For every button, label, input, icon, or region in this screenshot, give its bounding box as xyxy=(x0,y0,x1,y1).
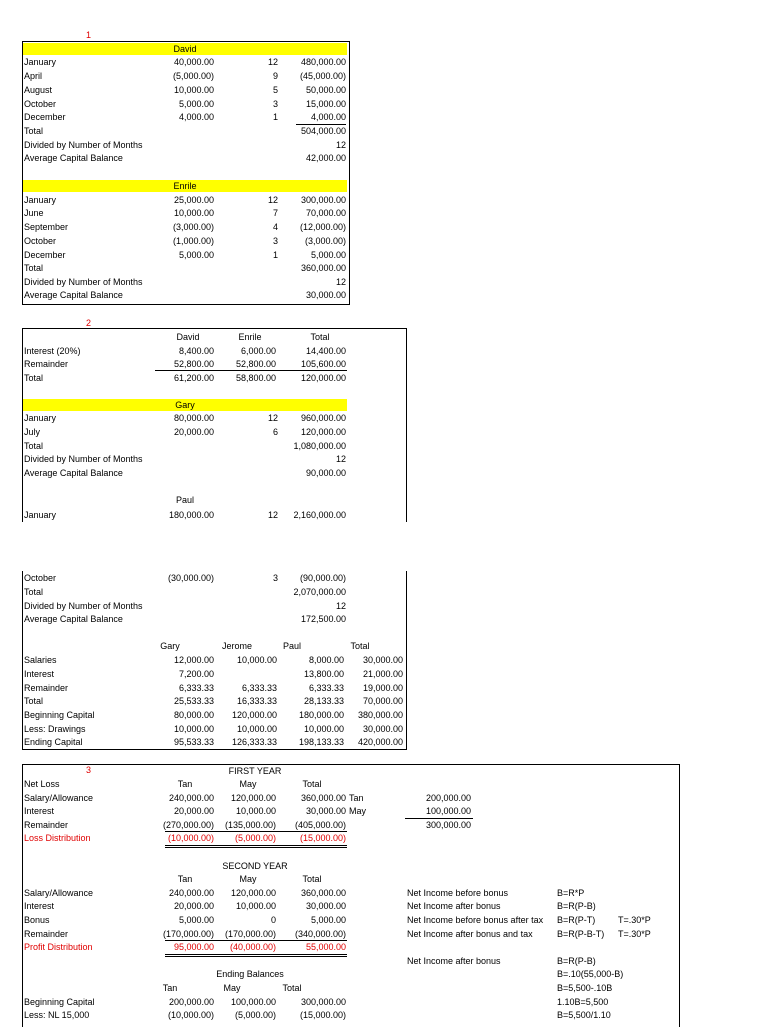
enrile-header: Enrile xyxy=(173,181,197,191)
divided-label: Divided by Number of Months xyxy=(24,140,143,150)
calc-label: Net Income after bonus xyxy=(407,956,501,966)
col-gary: Gary xyxy=(160,641,180,651)
row-amount: 4,000.00 xyxy=(178,112,214,122)
tax-formula: T=.30*P xyxy=(618,915,651,925)
row-label: December xyxy=(24,112,66,122)
cell: 198,133.33 xyxy=(298,737,344,747)
formula: B=R(P-T) xyxy=(557,915,596,925)
row-label: Salaries xyxy=(24,655,57,665)
formula-label: Net Income before bonus xyxy=(407,888,509,898)
col-tan: Tan xyxy=(177,874,193,884)
total-label: Total xyxy=(24,587,44,597)
row-total: (45,000.00) xyxy=(299,71,346,81)
cell: 120,000.00 xyxy=(300,373,346,383)
cell: 200,000.00 xyxy=(168,997,214,1007)
row-label: Interest xyxy=(24,901,55,911)
cell: (40,000.00) xyxy=(229,942,276,952)
row-months: 3 xyxy=(272,99,278,109)
row-amount: 20,000.00 xyxy=(173,427,214,437)
row-label: Remainder xyxy=(24,359,69,369)
cell: 120,000.00 xyxy=(230,793,276,803)
row-months: 12 xyxy=(267,195,278,205)
cell: (170,000.00) xyxy=(162,929,214,939)
cell: 13,800.00 xyxy=(303,669,344,679)
col-paul: Paul xyxy=(282,641,301,651)
row-amount: 5,000.00 xyxy=(178,250,214,260)
cell: 8,400.00 xyxy=(178,346,214,356)
david-header: David xyxy=(173,44,197,54)
row-label: January xyxy=(24,510,57,520)
row-label: October xyxy=(24,99,57,109)
formula-label: Net Income after bonus xyxy=(407,901,501,911)
cell: 0 xyxy=(270,915,276,925)
average-label: Average Capital Balance xyxy=(24,614,123,624)
double-underline xyxy=(165,956,347,957)
cell: (5,000.00) xyxy=(234,1010,276,1020)
col-david: David xyxy=(176,332,200,342)
cell: (405,000.00) xyxy=(294,820,346,830)
row-label: August xyxy=(24,85,53,95)
row-label: Salary/Allowance xyxy=(24,888,94,898)
cell: 12,000.00 xyxy=(173,655,214,665)
underline xyxy=(296,124,346,125)
col-tan: Tan xyxy=(177,779,193,789)
cell: 420,000.00 xyxy=(357,737,403,747)
row-months: 1 xyxy=(272,112,278,122)
calc-step: B=5,500/1.10 xyxy=(557,1010,611,1020)
row-months: 12 xyxy=(267,510,278,520)
row-label: Salary/Allowance xyxy=(24,793,94,803)
cell: 55,000.00 xyxy=(305,942,346,952)
side-value: 200,000.00 xyxy=(425,793,471,803)
underline xyxy=(165,831,347,832)
row-label: January xyxy=(24,57,57,67)
row-label: June xyxy=(24,208,44,218)
row-label: Beginning Capital xyxy=(24,710,95,720)
cell: 30,000.00 xyxy=(362,655,403,665)
row-total: 960,000.00 xyxy=(300,413,346,423)
cell: 19,000.00 xyxy=(362,683,403,693)
row-label: January xyxy=(24,413,57,423)
row-months: 3 xyxy=(272,236,278,246)
row-label: September xyxy=(24,222,69,232)
row-amount: (3,000.00) xyxy=(172,222,214,232)
first-year-title: FIRST YEAR xyxy=(228,766,282,776)
double-underline xyxy=(165,954,347,955)
row-label: Interest (20%) xyxy=(24,346,81,356)
cell: 95,000.00 xyxy=(173,942,214,952)
cell: 180,000.00 xyxy=(298,710,344,720)
underline xyxy=(165,940,347,941)
cell: 58,800.00 xyxy=(235,373,276,383)
total-label: Total xyxy=(24,126,44,136)
row-total: 50,000.00 xyxy=(305,85,346,95)
cell: 30,000.00 xyxy=(305,901,346,911)
row-label: Beginning Capital xyxy=(24,997,95,1007)
divided-value: 12 xyxy=(335,277,346,287)
row-total: 2,160,000.00 xyxy=(293,510,346,520)
section-2-frame xyxy=(22,328,407,522)
cell: 6,333.33 xyxy=(308,683,344,693)
total-value: 504,000.00 xyxy=(300,126,346,136)
section-3-number: 3 xyxy=(86,765,92,775)
paul-header: Paul xyxy=(175,495,194,505)
cell: 300,000.00 xyxy=(300,997,346,1007)
col-may: May xyxy=(239,779,257,789)
row-label: Remainder xyxy=(24,929,69,939)
row-label: January xyxy=(24,195,57,205)
divided-label: Divided by Number of Months xyxy=(24,454,143,464)
cell: 20,000.00 xyxy=(173,806,214,816)
cell: 6,333.33 xyxy=(178,683,214,693)
col-may: May xyxy=(239,874,257,884)
side-name: Tan xyxy=(349,793,364,803)
cell: (170,000.00) xyxy=(224,929,276,939)
average-value: 42,000.00 xyxy=(305,153,346,163)
cell: 30,000.00 xyxy=(305,806,346,816)
cell: 52,800.00 xyxy=(235,359,276,369)
calc-step: B=.10(55,000-B) xyxy=(557,969,624,979)
cell: 10,000.00 xyxy=(303,724,344,734)
col-total: Total xyxy=(350,641,370,651)
row-label: Bonus xyxy=(24,915,50,925)
cell: (135,000.00) xyxy=(224,820,276,830)
average-label: Average Capital Balance xyxy=(24,468,123,478)
cell: 52,800.00 xyxy=(173,359,214,369)
cell: (10,000.00) xyxy=(167,1010,214,1020)
row-months: 4 xyxy=(272,222,278,232)
col-total: Total xyxy=(282,983,302,993)
row-label: Interest xyxy=(24,669,55,679)
cell: 240,000.00 xyxy=(168,888,214,898)
total-label: Total xyxy=(24,263,44,273)
row-total: (3,000.00) xyxy=(304,236,346,246)
tax-formula: T=.30*P xyxy=(618,929,651,939)
calc-step: B=R(P-B) xyxy=(557,956,596,966)
average-value: 30,000.00 xyxy=(305,290,346,300)
row-months: 7 xyxy=(272,208,278,218)
formula-label: Net Income before bonus after tax xyxy=(407,915,544,925)
divided-value: 12 xyxy=(335,601,346,611)
row-months: 12 xyxy=(267,57,278,67)
underline xyxy=(405,818,473,819)
cell: 120,000.00 xyxy=(230,888,276,898)
side-value: 100,000.00 xyxy=(425,806,471,816)
second-year-title: SECOND YEAR xyxy=(222,861,288,871)
divided-label: Divided by Number of Months xyxy=(24,277,143,287)
cell: (10,000.00) xyxy=(167,833,214,843)
row-label: October xyxy=(24,573,57,583)
row-months: 9 xyxy=(272,71,278,81)
row-months: 3 xyxy=(272,573,278,583)
cell: 80,000.00 xyxy=(173,710,214,720)
calc-step: 1.10B=5,500 xyxy=(557,997,609,1007)
row-amount: 10,000.00 xyxy=(173,85,214,95)
section-2-number: 2 xyxy=(86,318,92,328)
gary-header: Gary xyxy=(175,400,195,410)
col-may: May xyxy=(223,983,241,993)
row-total: (12,000.00) xyxy=(299,222,346,232)
average-label: Average Capital Balance xyxy=(24,153,123,163)
col-total: Total xyxy=(302,874,322,884)
cell: (15,000.00) xyxy=(299,1010,346,1020)
row-amount: (5,000.00) xyxy=(172,71,214,81)
total-value: 2,070,000.00 xyxy=(293,587,346,597)
cell: 360,000.00 xyxy=(300,888,346,898)
row-label: Remainder xyxy=(24,683,69,693)
col-enrile: Enrile xyxy=(238,332,262,342)
row-amount: 5,000.00 xyxy=(178,99,214,109)
row-months: 1 xyxy=(272,250,278,260)
row-label: Total xyxy=(24,696,44,706)
divided-value: 12 xyxy=(335,140,346,150)
row-total: 5,000.00 xyxy=(310,250,346,260)
row-label: Ending Capital xyxy=(24,737,83,747)
cell: 10,000.00 xyxy=(173,724,214,734)
row-months: 6 xyxy=(272,427,278,437)
col-tan: Tan xyxy=(162,983,178,993)
formula: B=R*P xyxy=(557,888,585,898)
cell: 6,000.00 xyxy=(240,346,276,356)
row-label: Interest xyxy=(24,806,55,816)
row-amount: (30,000.00) xyxy=(167,573,214,583)
row-total: 4,000.00 xyxy=(310,112,346,122)
cell: 10,000.00 xyxy=(236,724,277,734)
total-value: 1,080,000.00 xyxy=(293,441,346,451)
row-total: 15,000.00 xyxy=(305,99,346,109)
average-value: 90,000.00 xyxy=(305,468,346,478)
formula: B=R(P-B-T) xyxy=(557,929,605,939)
cell: 30,000.00 xyxy=(362,724,403,734)
cell: 8,000.00 xyxy=(308,655,344,665)
row-label: Total xyxy=(24,373,44,383)
row-label: April xyxy=(24,71,43,81)
calc-step: B=5,500-.10B xyxy=(557,983,613,993)
cell: 120,000.00 xyxy=(231,710,277,720)
underline xyxy=(155,370,347,371)
cell: 25,533.33 xyxy=(173,696,214,706)
cell: 100,000.00 xyxy=(230,997,276,1007)
cell: 61,200.00 xyxy=(173,373,214,383)
row-total: 70,000.00 xyxy=(305,208,346,218)
formula: B=R(P-B) xyxy=(557,901,596,911)
double-underline xyxy=(165,845,347,846)
divided-label: Divided by Number of Months xyxy=(24,601,143,611)
divided-value: 12 xyxy=(335,454,346,464)
cell: 105,600.00 xyxy=(300,359,346,369)
row-amount: 40,000.00 xyxy=(173,57,214,67)
cell: 380,000.00 xyxy=(357,710,403,720)
double-underline xyxy=(165,847,347,848)
row-total: (90,000.00) xyxy=(299,573,346,583)
row-label: Less: Drawings xyxy=(24,724,86,734)
row-label: July xyxy=(24,427,41,437)
row-amount: 10,000.00 xyxy=(173,208,214,218)
row-amount: (1,000.00) xyxy=(172,236,214,246)
cell: 7,200.00 xyxy=(178,669,214,679)
side-total: 300,000.00 xyxy=(425,820,471,830)
row-label: Less: NL 15,000 xyxy=(24,1010,90,1020)
row-amount: 25,000.00 xyxy=(173,195,214,205)
total-label: Total xyxy=(24,441,44,451)
row-total: 300,000.00 xyxy=(300,195,346,205)
cell: 16,333.33 xyxy=(236,696,277,706)
cell: (5,000.00) xyxy=(234,833,276,843)
cell: (270,000.00) xyxy=(162,820,214,830)
row-total: 120,000.00 xyxy=(300,427,346,437)
cell: 20,000.00 xyxy=(173,901,214,911)
total-value: 360,000.00 xyxy=(300,263,346,273)
row-amount: 180,000.00 xyxy=(168,510,214,520)
cell: 5,000.00 xyxy=(310,915,346,925)
cell: 28,133.33 xyxy=(303,696,344,706)
cell: 10,000.00 xyxy=(235,901,276,911)
average-value: 172,500.00 xyxy=(300,614,346,624)
cell: 6,333.33 xyxy=(241,683,277,693)
row-amount: 80,000.00 xyxy=(173,413,214,423)
cell: 10,000.00 xyxy=(235,806,276,816)
cell: 21,000.00 xyxy=(362,669,403,679)
cell: 5,000.00 xyxy=(178,915,214,925)
row-months: 5 xyxy=(272,85,278,95)
cell: 95,533.33 xyxy=(173,737,214,747)
loss-distribution-label: Loss Distribution xyxy=(24,833,91,843)
cell: (15,000.00) xyxy=(299,833,346,843)
cell: 240,000.00 xyxy=(168,793,214,803)
average-label: Average Capital Balance xyxy=(24,290,123,300)
row-total: 480,000.00 xyxy=(300,57,346,67)
cell: 70,000.00 xyxy=(362,696,403,706)
net-loss-label: Net Loss xyxy=(24,779,60,789)
formula-label: Net Income after bonus and tax xyxy=(407,929,533,939)
cell: (340,000.00) xyxy=(294,929,346,939)
col-jerome: Jerome xyxy=(221,641,252,651)
cell: 10,000.00 xyxy=(236,655,277,665)
col-total: Total xyxy=(302,779,322,789)
cell: 14,400.00 xyxy=(305,346,346,356)
section-1-number: 1 xyxy=(86,30,92,40)
cell: 126,333.33 xyxy=(231,737,277,747)
row-label: Remainder xyxy=(24,820,69,830)
col-total: Total xyxy=(310,332,330,342)
row-months: 12 xyxy=(267,413,278,423)
ending-balances-title: Ending Balances xyxy=(216,969,284,979)
row-label: October xyxy=(24,236,57,246)
profit-distribution-label: Profit Distribution xyxy=(24,942,93,952)
cell: 360,000.00 xyxy=(300,793,346,803)
row-label: December xyxy=(24,250,66,260)
side-name: May xyxy=(349,806,367,816)
